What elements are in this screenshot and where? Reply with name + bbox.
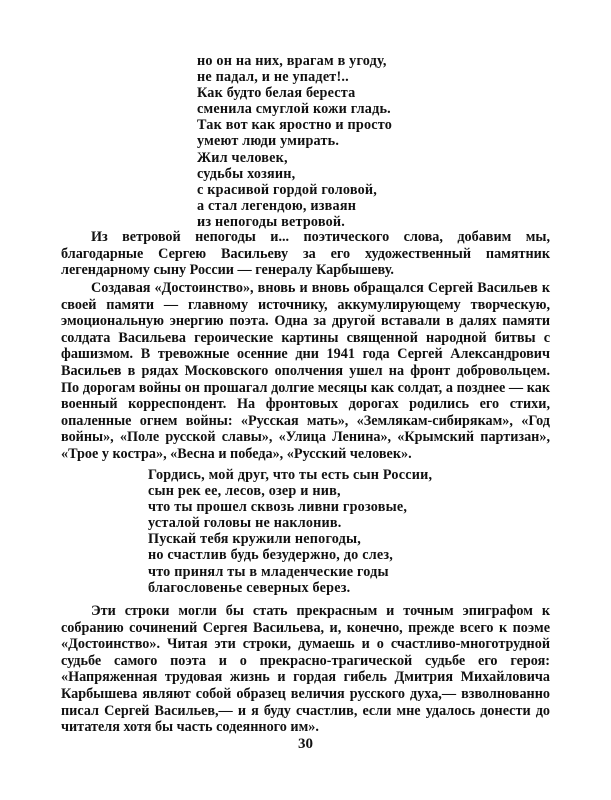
paragraph-2: Создавая «Достоинство», вновь и вновь обращался Сергей Васильев к своей памяти — главному источнику, аккумулирующему творческую, эмоциональную энергию поэта. Одна за другой вставали в далях памяти солдата Васильева героические картины священной народной битвы с фашизмом. В тревожные осенние дни 1941 года Сергей Александрович Васильев в рядах Московского ополчения ушел на фронт добровольцем. По дорогам войны он прошагал долгие месяцы как солдат, а позднее — как военный корреспондент. На фронтовых дорогах родились его стихи, опаленные огнем войны: «Русская мать», «Землякам-сибирякам», «Год войны», «Поле русской славы», «Улица Ленина», «Крымский партизан», «Трое у костра», «Весна и победа», «Русский человек». xyxy=(61,280,550,462)
paragraph-3: Эти строки могли бы стать прекрасным и точным эпиграфом к собранию сочинений Сергея Васильева, и, конечно, прежде всего к поэме «Достоинство». Читая эти строки, думаешь и о счастливо-многотрудной судьбе самого поэта и о прекрасно-трагической судьбе его героя: «Напряженная трудовая жизнь и гордая гибель Дмитрия Михайловича Карбышева являют собой образец величия русского духа,— взволнованно писал Сергей Васильев,— и я буду счастлив, если мне удалось донести до читателя хотя бы часть содеянного им». xyxy=(61,603,550,736)
verse-line: но счастлив будь безудержно, до слез, xyxy=(148,547,393,564)
verse-line: Гордись, мой друг, что ты есть сын России, xyxy=(148,467,433,483)
verse-line: не падал, и не упадет!.. xyxy=(197,69,349,86)
page-number: 30 xyxy=(298,736,313,752)
paragraph-1: Из ветровой непогоды и... поэтического слова, добавим мы, благодарные Сергею Васильеву за его художественный памятник легендарному сыну России — генералу Карбышеву. xyxy=(61,229,550,279)
verse-line: Пускай тебя кружили непогоды, xyxy=(148,531,362,548)
verse-line: благословенье северных берез. xyxy=(148,579,351,596)
verse-line: Так вот как яростно и просто xyxy=(197,117,393,134)
verse-line: что ты прошел сквозь ливни грозовые, xyxy=(148,499,408,516)
poem-stanza-2 xyxy=(148,467,432,596)
verse-line: с красивой гордой головой, xyxy=(197,181,378,198)
verse-line: Жил человек, xyxy=(197,149,288,166)
verse-line: усталой головы не наклонив. xyxy=(148,515,342,532)
verse-line: судьбы хозяин, xyxy=(197,165,296,182)
verse-line: из непогоды ветровой. xyxy=(197,213,346,230)
poem-stanza-1 xyxy=(197,53,392,230)
verse-line: умеют люди умирать. xyxy=(197,133,340,150)
verse-line: сын рек ее, лесов, озер и нив, xyxy=(148,483,341,500)
verse-line: сменила смуглой кожи гладь. xyxy=(197,101,391,118)
verse-line: но он на них, врагам в угоду, xyxy=(197,53,387,69)
verse-line: а стал легендою, изваян xyxy=(197,197,357,214)
verse-line: что принял ты в младенческие годы xyxy=(148,563,389,580)
verse-line: Как будто белая береста xyxy=(197,85,356,102)
